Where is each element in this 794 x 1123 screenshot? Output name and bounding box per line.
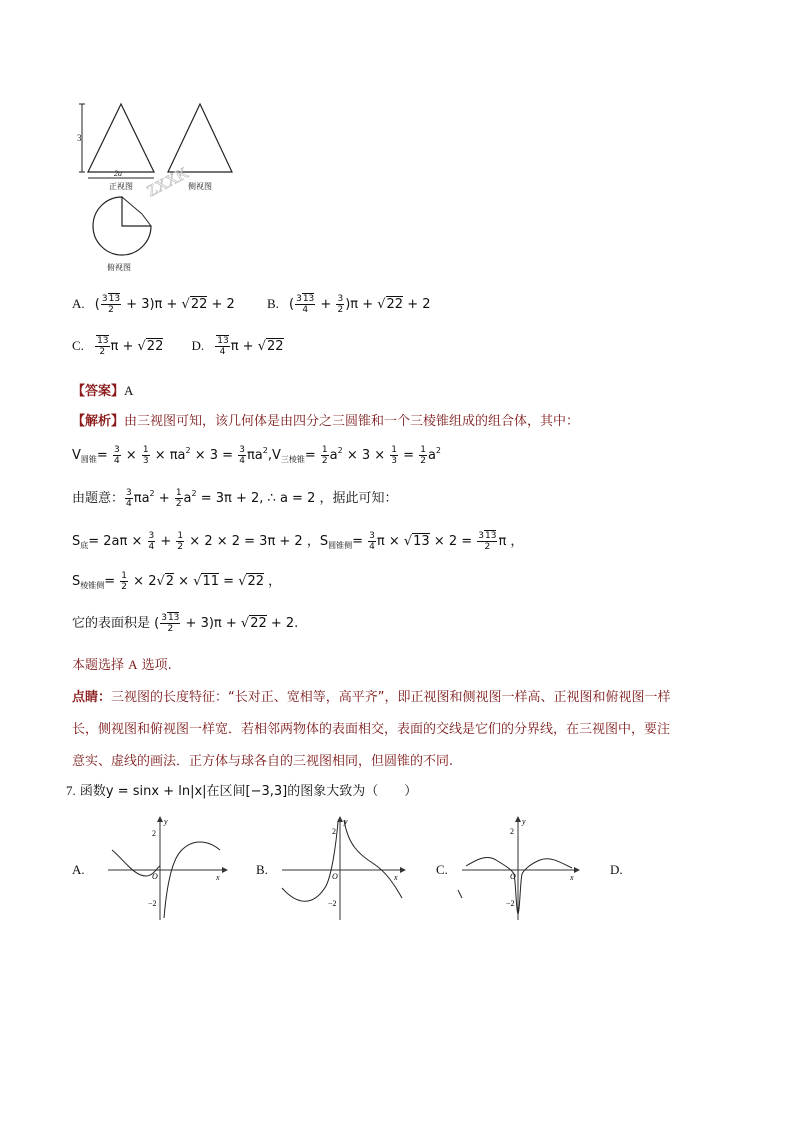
- graph-a-curve: [112, 842, 220, 918]
- answer-line: [72, 380, 133, 399]
- graph-option-c-label: C.: [436, 862, 448, 877]
- comment-text-2: 长，侧视图和俯视图一样宽．若相邻两物体的表面相交，表面的交线是它们的分界线，在三视图中，要注: [72, 722, 671, 737]
- question-7-number: 7.: [66, 783, 76, 798]
- analysis-intro: 由三视图可知，该几何体是由四分之三圆锥和一个三棱锥组成的组合体，其中：: [124, 414, 580, 429]
- width-label: 2a: [114, 169, 122, 178]
- comment-text-3: 意实、虚线的画法．正方体与球各自的三视图相同，但圆锥的不同.: [72, 754, 454, 769]
- analysis-intro-line: [72, 410, 579, 429]
- condition-line: 由题意： $\frac{3}{4}$ $\pi a^2$ + $\frac{1}{2}$ $a^2 = 3\pi + 2$, ∴ a = 2 ，据此可知：: [72, 488, 398, 509]
- graph-a-tick-pos: 2: [152, 829, 156, 838]
- graph-c-x: x: [570, 873, 574, 882]
- analysis-tag: 【解析】: [72, 414, 125, 429]
- side-view-label: 侧视图: [188, 182, 212, 191]
- comment-text-1: 三视图的长度特征：“长对正、宽相等，高平齐”，即正视图和侧视图一样高、正视图和俯视图一样: [111, 690, 671, 705]
- answer-value: A: [124, 383, 134, 398]
- graph-option-d-label: D.: [610, 862, 623, 877]
- option-d-label: D.: [191, 338, 205, 353]
- option-a-label: A.: [72, 296, 85, 311]
- graph-b-curve: [282, 820, 402, 901]
- graph-a: [104, 814, 230, 924]
- lateral-line: $S_{棱锥侧}=$ $\frac{1}{2}$ × 2√2 × √11 = √22 ，: [72, 571, 282, 592]
- option-c-d-row: [72, 336, 284, 357]
- option-b-formula: ( $\frac{313}{4}$ + $\frac{3}{2}$ )π + √22 + 2: [289, 294, 431, 315]
- graph-c: [456, 814, 582, 924]
- watermark: ZXXK: [144, 164, 192, 201]
- option-b-label: B.: [266, 296, 279, 311]
- volume-line: $V_{圆锥}=$ $\frac{3}{4}$ × $\frac{1}{3}$ × $\pi a^2 \times 3$ = $\frac{3}{4}$ $\pi a^2,V_{三棱锥}=$ $\frac{1}{2}$ $a^2 \times 3$ × $\frac{1}{3}$ = $\frac{1}{2}$ $a^2$: [72, 445, 441, 466]
- graph-a-y: y: [164, 817, 168, 826]
- option-d-formula: $\frac{13}{4}$ π + √22: [217, 336, 284, 357]
- three-view-figure: [76, 96, 236, 274]
- area-line: $S_底= 2a\pi$ × $\frac{3}{4}$ + $\frac{1}{2}$ × 2 × 2 = 3π + 2 ，$S_{圆锥侧}=$ $\frac{3}{4}$ π × √13 × 2 = $\frac{313}{2}$ π ，: [72, 531, 524, 552]
- option-c-label: C.: [72, 338, 84, 353]
- option-a-formula: ( $\frac{313}{2}$ + 3)π + √22 + 2: [94, 294, 235, 315]
- front-view-triangle: [88, 104, 154, 172]
- comment-tag: 点睛：: [72, 690, 112, 705]
- option-a-b-row: [72, 294, 431, 315]
- graph-b-tick-pos: 2: [332, 827, 336, 836]
- question-7-line: [66, 780, 417, 799]
- graph-c-tick-pos: 2: [510, 827, 514, 836]
- graph-b-x: x: [394, 873, 398, 882]
- choose-line: [72, 654, 172, 673]
- side-view-triangle: [168, 104, 232, 172]
- graph-a-x: x: [216, 873, 220, 882]
- graph-option-b-label: B.: [256, 862, 268, 877]
- front-view-label: 正视图: [109, 182, 133, 191]
- comment-line-3: [72, 750, 453, 769]
- comment-line-1: [72, 686, 671, 705]
- graph-b: [278, 814, 408, 924]
- graph-b-origin: O: [332, 872, 338, 881]
- top-view-label: 俯视图: [107, 263, 131, 272]
- graph-b-tick-neg: −2: [328, 899, 337, 908]
- height-label: 3: [77, 133, 82, 143]
- choose-text: 本题选择 A 选项.: [72, 657, 172, 673]
- graph-c-y: y: [522, 817, 526, 826]
- graph-c-tick-neg: −2: [506, 899, 515, 908]
- graph-option-a-label: A.: [72, 862, 85, 877]
- answer-tag: 【答案】: [72, 384, 125, 399]
- question-7-text: 函数y = sinx + ln|x|在区间[−3,3]的图象大致为（ ）: [79, 784, 418, 799]
- graph-a-tick-neg: −2: [148, 899, 157, 908]
- comment-line-2: [72, 718, 670, 737]
- graph-b-y: y: [344, 817, 348, 826]
- graph-a-origin: O: [152, 872, 158, 881]
- graph-c-origin: O: [510, 872, 516, 881]
- top-view-shape: [93, 197, 151, 255]
- option-c-formula: $\frac{13}{2}$ π + √22: [97, 336, 164, 357]
- graph-c-curve: [466, 858, 572, 914]
- surface-line: 它的表面积是 ( $\frac{313}{2}$ + 3)π + √22 + 2.: [72, 613, 299, 634]
